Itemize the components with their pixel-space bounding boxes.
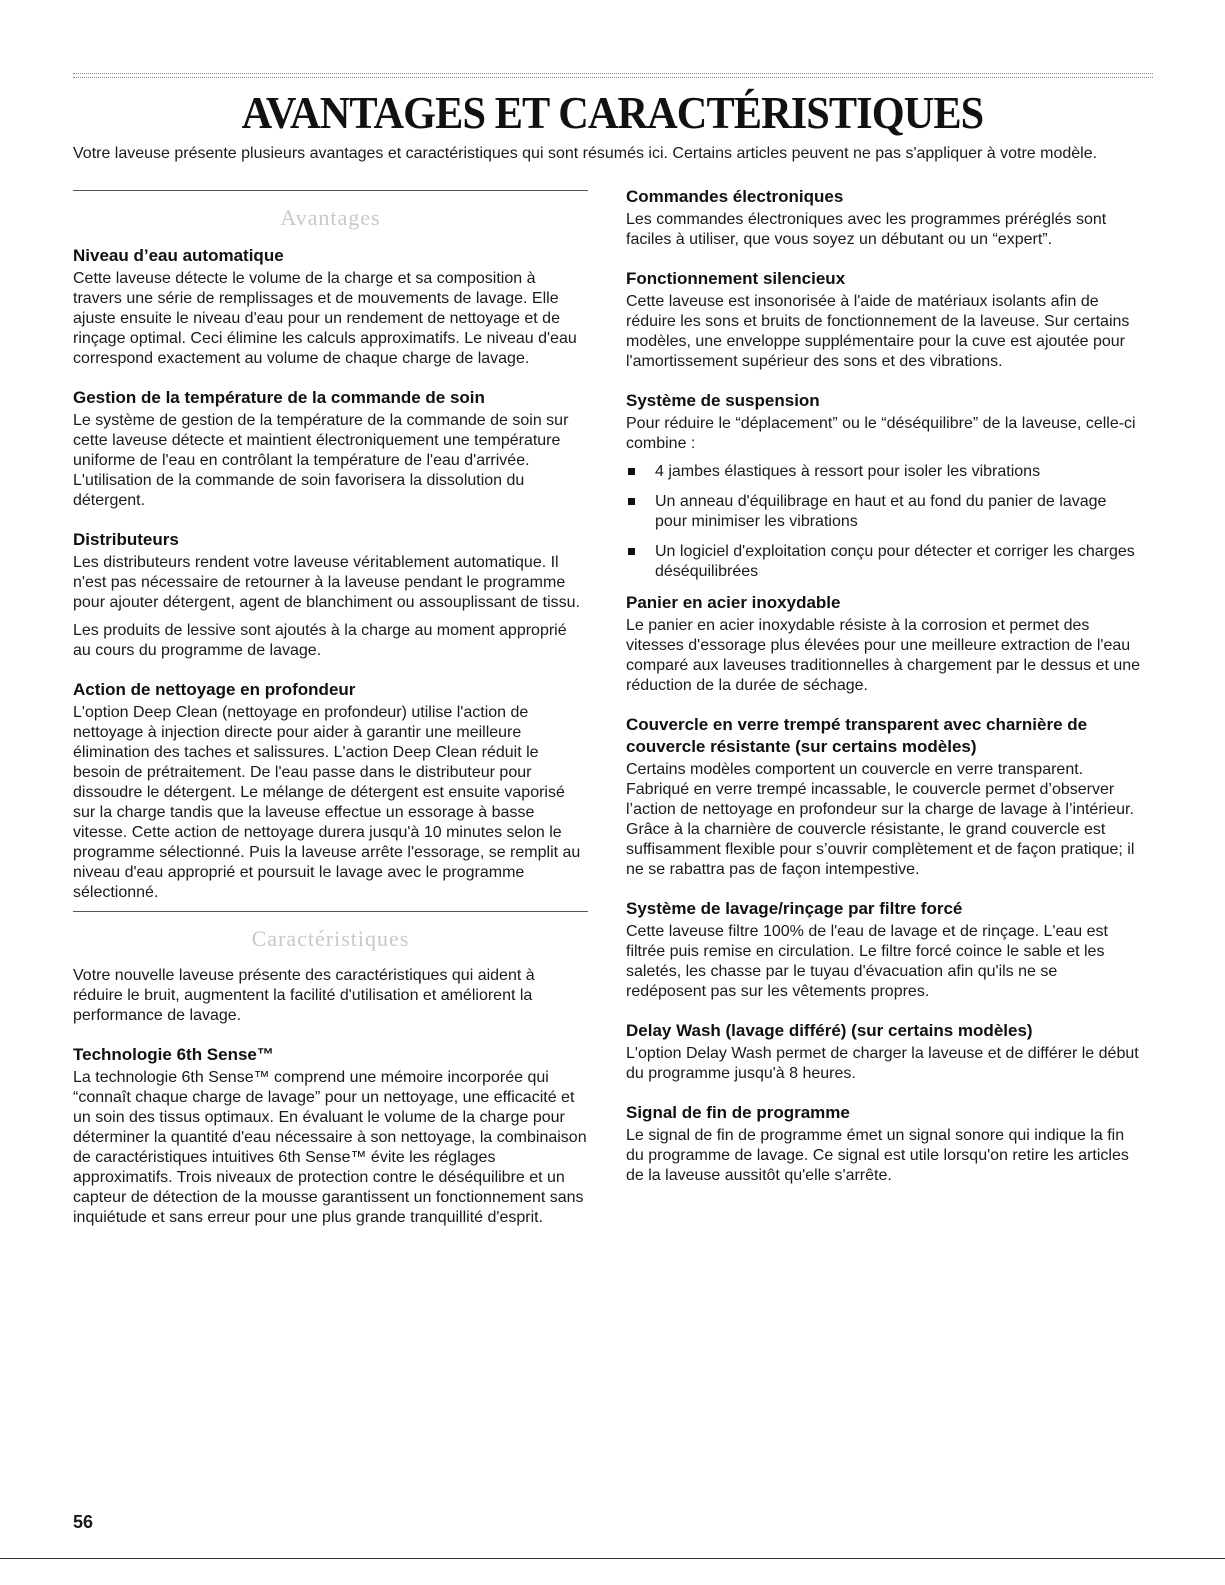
right-column — [626, 186, 1141, 1204]
heading-niveau-eau: Niveau d’eau automatique — [73, 246, 284, 265]
heading-signal-fin: Signal de fin de programme — [626, 1103, 850, 1122]
text-couvercle-verre: Certains modèles comportent un couvercle en verre transparent. Fabriqué en verre trempé incassable, le couvercle permet d’observer l’action de nettoyage en profondeur sur la charge de lavage à l’intérieur. Grâce à la charnière de couvercle résistante, le grand couvercle est suffisamment flexible pour s’ouvrir complètement et de façon pratique; il ne se rabattra pas de façon intempestive. — [626, 761, 1135, 878]
heading-systeme-suspension: Système de suspension — [626, 391, 820, 410]
page-title: AVANTAGES ET CARACTÉRISTIQUES — [241, 87, 984, 138]
heading-couvercle-verre: Couvercle en verre trempé transparent avec charnière de couvercle résistante (sur certains modèles) — [626, 715, 1088, 756]
heading-commandes-electroniques: Commandes électroniques — [626, 187, 844, 206]
page-number: 56 — [73, 1512, 94, 1532]
section-heading-advantages: Avantages — [280, 205, 381, 230]
top-dotted-rule — [73, 73, 1153, 78]
text-filtre-force: Cette laveuse filtre 100% de l'eau de lavage et de rinçage. L'eau est filtrée puis remise en circulation. Le filtre forcé coince le sable et les saletés, les chasse par le tuyau d'évacuation afin qu'ils ne se redéposent pas sur les vêtements propres. — [626, 923, 1108, 1000]
left-column — [73, 190, 588, 1246]
heading-distributeurs: Distributeurs — [73, 530, 179, 549]
text-commandes-electroniques: Les commandes électroniques avec les programmes préréglés sont faciles à utiliser, que vous soyez un débutant ou un “expert”. — [626, 211, 1107, 248]
text-niveau-eau: Cette laveuse détecte le volume de la charge et sa composition à travers une série de remplissages et de mouvements de lavage. Elle ajuste ensuite le niveau d'eau pour un rendement de nettoyage et de rinçage optimal. Ceci élimine les calculs approximatifs. Le niveau d'eau correspond exactement au volume de chaque charge de lavage. — [73, 270, 577, 367]
text-delay-wash: L'option Delay Wash permet de charger la laveuse et de différer le début du programme jusqu'à 8 heures. — [626, 1045, 1139, 1082]
section-heading-features: Caractéristiques — [251, 926, 410, 951]
text-systeme-suspension: Pour réduire le “déplacement” ou le “déséquilibre” de la laveuse, celle-ci combine : — [626, 415, 1136, 452]
page-intro: Votre laveuse présente plusieurs avantages et caractéristiques qui sont résumés ici. Certains articles peuvent ne pas s'appliquer à votre modèle. — [73, 145, 1098, 162]
heading-filtre-force: Système de lavage/rinçage par filtre forcé — [626, 899, 963, 918]
list-item: Un logiciel d'exploitation conçu pour détecter et corriger les charges déséquilibrées — [626, 542, 1141, 582]
bullet-square-icon — [628, 468, 635, 475]
text-features-intro: Votre nouvelle laveuse présente des caractéristiques qui aident à réduire le bruit, augmentent la facilité d'utilisation et améliorent la performance de lavage. — [73, 967, 535, 1024]
list-item: 4 jambes élastiques à ressort pour isoler les vibrations — [626, 462, 1141, 482]
heading-gestion-temperature: Gestion de la température de la commande de soin — [73, 388, 485, 407]
text-signal-fin: Le signal de fin de programme émet un signal sonore qui indique la fin du programme de lavage. Ce signal est utile lorsqu'on retire les articles de la laveuse aussitôt qu'elle s'arrête. — [626, 1127, 1129, 1184]
text-distributeurs: Les distributeurs rendent votre laveuse véritablement automatique. Il n'est pas nécessaire de retourner à la laveuse pendant le programme pour ajouter détergent, agent de blanchiment ou assouplissant de tissu. — [73, 554, 580, 611]
text-nettoyage-profondeur: L'option Deep Clean (nettoyage en profondeur) utilise l'action de nettoyage à injection directe pour aider à garantir une meilleure élimination des taches et salissures. L'action Deep Clean réduit le besoin de prétraitement. De l'eau passe dans le distributeur pour dissoudre le détergent. Le mélange de détergent est ensuite vaporisé sur la charge tandis que la laveuse effectue un essorage à basse vitesse. Cette action de nettoyage durera jusqu'à 10 minutes selon le programme sélectionné. Puis la laveuse arrête l'essorage, se remplit au niveau d'eau approprié et poursuit le lavage avec le programme sélectionné. — [73, 704, 581, 901]
suspension-bullet-list — [626, 462, 1141, 582]
bottom-rule — [0, 1558, 1225, 1559]
heading-6th-sense: Technologie 6th Sense™ — [73, 1045, 274, 1064]
list-item: Un anneau d'équilibrage en haut et au fond du panier de lavage pour minimiser les vibrations — [626, 492, 1141, 532]
heading-fonctionnement-silencieux: Fonctionnement silencieux — [626, 269, 846, 288]
heading-nettoyage-profondeur: Action de nettoyage en profondeur — [73, 680, 356, 699]
text-distributeurs-2: Les produits de lessive sont ajoutés à la charge au moment approprié au cours du programme de lavage. — [73, 622, 567, 659]
heading-panier-acier: Panier en acier inoxydable — [626, 593, 841, 612]
text-6th-sense: La technologie 6th Sense™ comprend une mémoire incorporée qui “connaît chaque charge de lavage” pour un nettoyage, une efficacité et un soin des tissus optimaux. En évaluant le volume de la charge pour déterminer la quantité d'eau nécessaire à son nettoyage, la combinaison de caractéristiques intuitives 6th Sense™ évite les réglages approximatifs. Trois niveaux de protection contre le déséquilibre et un capteur de détection de la mousse garantissent un fonctionnement sans inquiétude et sans erreur pour une plus grande tranquillité d'esprit. — [73, 1069, 587, 1226]
heading-delay-wash: Delay Wash (lavage différé) (sur certains modèles) — [626, 1021, 1033, 1040]
text-panier-acier: Le panier en acier inoxydable résiste à la corrosion et permet des vitesses d'essorage plus élevées pour une meilleure extraction de l'eau comparé aux laveuses traditionnelles à chargement par le dessus et une réduction de la durée de séchage. — [626, 617, 1141, 694]
text-gestion-temperature: Le système de gestion de la température de la commande de soin sur cette laveuse détecte et maintient électroniquement une température uniforme de l'eau en contrôlant la température de l'eau d'arrivée. L'utilisation de la commande de soin favorisera la dissolution du détergent. — [73, 412, 569, 509]
bullet-square-icon — [628, 498, 635, 505]
bullet-square-icon — [628, 548, 635, 555]
text-fonctionnement-silencieux: Cette laveuse est insonorisée à l'aide de matériaux isolants afin de réduire les sons et bruits de fonctionnement de la laveuse. Sur certains modèles, une enveloppe supplémentaire pour la cuve est ajoutée pour l'amortissement supérieur des sons et des vibrations. — [626, 293, 1130, 370]
section-divider — [73, 911, 588, 912]
section-divider — [73, 190, 588, 191]
